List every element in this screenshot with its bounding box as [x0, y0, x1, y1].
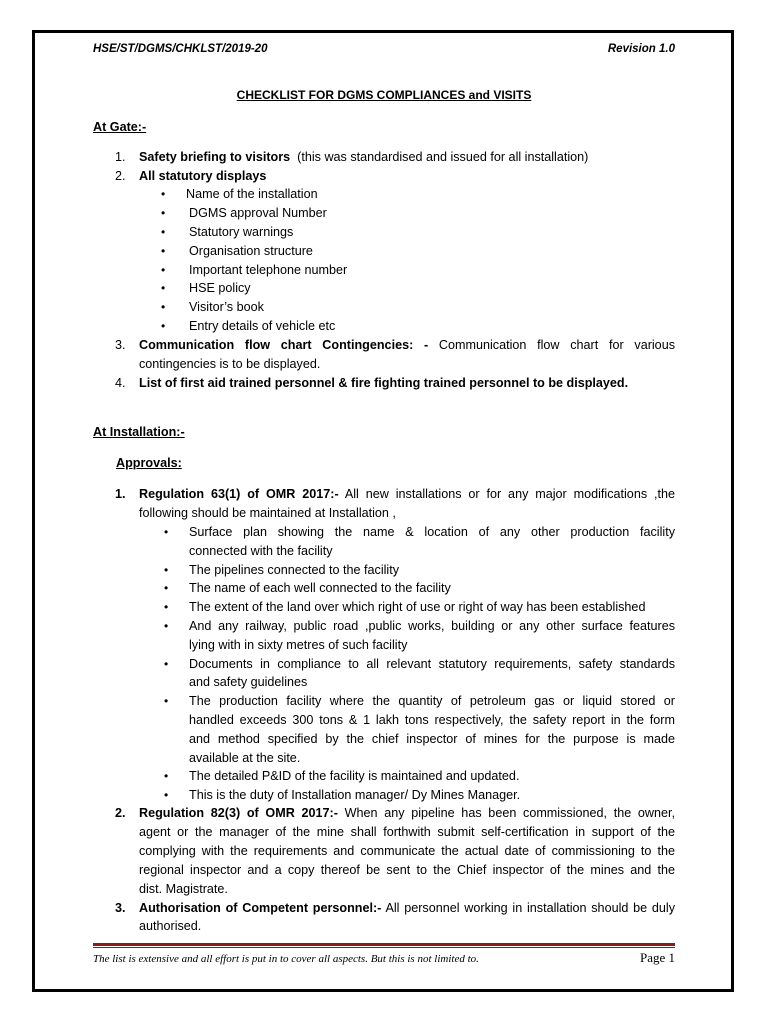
regulation-82-3-line: complying with the requirements and communicate the actual date of commissioning to the — [139, 844, 675, 858]
authorisation-competent-personnel: Authorisation of Competent personnel:- All personnel working in installation should be duly — [139, 901, 676, 915]
footer-divider-thin — [93, 947, 675, 948]
requirement-item: Documents in compliance to all relevant statutory requirements, safety standards — [189, 656, 675, 671]
requirement-item: Surface plan showing the name & location of any other production facility — [189, 525, 675, 539]
display-item: Important telephone number — [189, 263, 348, 277]
section-heading-gate: At Gate:- — [93, 120, 147, 134]
display-item: Entry details of vehicle etc — [189, 319, 336, 333]
list-number: 4. — [115, 376, 126, 390]
bullet-icon: • — [164, 619, 169, 633]
display-item: Statutory warnings — [189, 225, 294, 239]
bullet-icon: • — [164, 769, 169, 784]
requirement-item: The extent of the land over which right of use or right of way has been established — [189, 600, 646, 615]
requirement-item: The production facility where the quantity of petroleum gas or liquid stored or — [189, 694, 675, 709]
bullet-icon: • — [164, 788, 169, 803]
bullet-icon: • — [161, 281, 166, 295]
requirement-item: connected with the facility — [189, 543, 333, 558]
list-number: 3. — [115, 901, 126, 915]
bullet-icon: • — [161, 263, 166, 277]
requirement-item: handled exceeds 300 tons & 1 lakh tons respectively, the safety report in the form — [189, 713, 675, 727]
footer-divider — [93, 943, 675, 946]
display-item: HSE policy — [189, 281, 251, 295]
regulation-63-1: Regulation 63(1) of OMR 2017:- All new installations or for any major modifications ,the — [139, 487, 676, 501]
regulation-82-3: Regulation 82(3) of OMR 2017:- When any pipeline has been commissioned, the owner, — [139, 806, 676, 820]
list-number: 2. — [115, 806, 126, 820]
page-header — [93, 43, 675, 55]
authorisation-continuation: authorised. — [139, 919, 202, 933]
page-number: Page 1 — [639, 950, 675, 965]
bullet-icon: • — [164, 562, 169, 577]
display-item: Name of the installation — [186, 187, 318, 201]
display-item: DGMS approval Number — [189, 206, 327, 220]
regulation-82-3-line: agent or the manager of the mine shall forthwith submit self-certification in support of the — [139, 825, 675, 839]
page-title: CHECKLIST FOR DGMS COMPLIANCES and VISITS — [236, 88, 532, 102]
list-item: List of first aid trained personnel & fire fighting trained personnel to be displayed. — [139, 376, 629, 390]
list-item-continuation: contingencies is to be displayed. — [139, 357, 321, 371]
bullet-icon: • — [161, 319, 166, 333]
bullet-icon: • — [164, 525, 169, 539]
list-number: 1. — [115, 150, 126, 164]
requirement-item: The detailed P&ID of the facility is maintained and updated. — [189, 769, 520, 784]
list-item: All statutory displays — [139, 169, 267, 183]
bullet-icon: • — [161, 300, 166, 314]
list-number: 3. — [115, 338, 126, 352]
revision: Revision 1.0 — [607, 43, 675, 55]
requirement-item: The pipelines connected to the facility — [189, 562, 400, 577]
doc-code: HSE/ST/DGMS/CHKLST/2019-20 — [93, 43, 268, 55]
requirement-item: lying with in sixty metres of such facility — [189, 637, 408, 652]
list-number: 1. — [115, 487, 126, 501]
display-item: Organisation structure — [189, 244, 313, 258]
requirement-item: This is the duty of Installation manager/ Dy Mines Manager. — [189, 788, 521, 803]
footer-note: The list is extensive and all effort is put in to cover all aspects. But this is not limited to. — [93, 953, 479, 965]
regulation-82-3-line: regional inspector and a copy thereof be sent to the Chief inspector of the mines and the — [139, 863, 675, 877]
subheading-approvals: Approvals: — [116, 456, 182, 470]
list-number: 2. — [115, 169, 126, 183]
list-item: Communication flow chart Contingencies: - Communication flow chart for various — [139, 338, 675, 352]
bullet-icon: • — [164, 600, 169, 615]
bullet-icon: • — [161, 244, 166, 258]
bullet-icon: • — [164, 581, 169, 596]
bullet-icon: • — [164, 694, 169, 709]
section-heading-installation: At Installation:- — [93, 425, 185, 439]
display-item: Visitor’s book — [189, 300, 264, 314]
requirement-item: available at the site. — [189, 750, 301, 765]
regulation-82-3-line: dist. Magistrate. — [139, 882, 228, 896]
bullet-icon: • — [164, 656, 169, 671]
regulation-63-1-continuation: following should be maintained at Installation , — [139, 506, 396, 520]
requirement-item: and safety guidelines — [189, 675, 308, 690]
requirement-item: The name of each well connected to the facility — [189, 581, 451, 596]
requirement-item: and method specified by the chief inspector of mines for the purpose is made — [189, 731, 675, 746]
bullet-icon: • — [161, 187, 166, 201]
page-footer — [93, 950, 675, 966]
list-item: Safety briefing to visitors (this was standardised and issued for all installation) — [139, 150, 589, 164]
bullet-icon: • — [161, 225, 166, 239]
requirement-item: And any railway, public road ,public works, building or any other surface features — [189, 619, 675, 633]
bullet-icon: • — [161, 206, 166, 220]
